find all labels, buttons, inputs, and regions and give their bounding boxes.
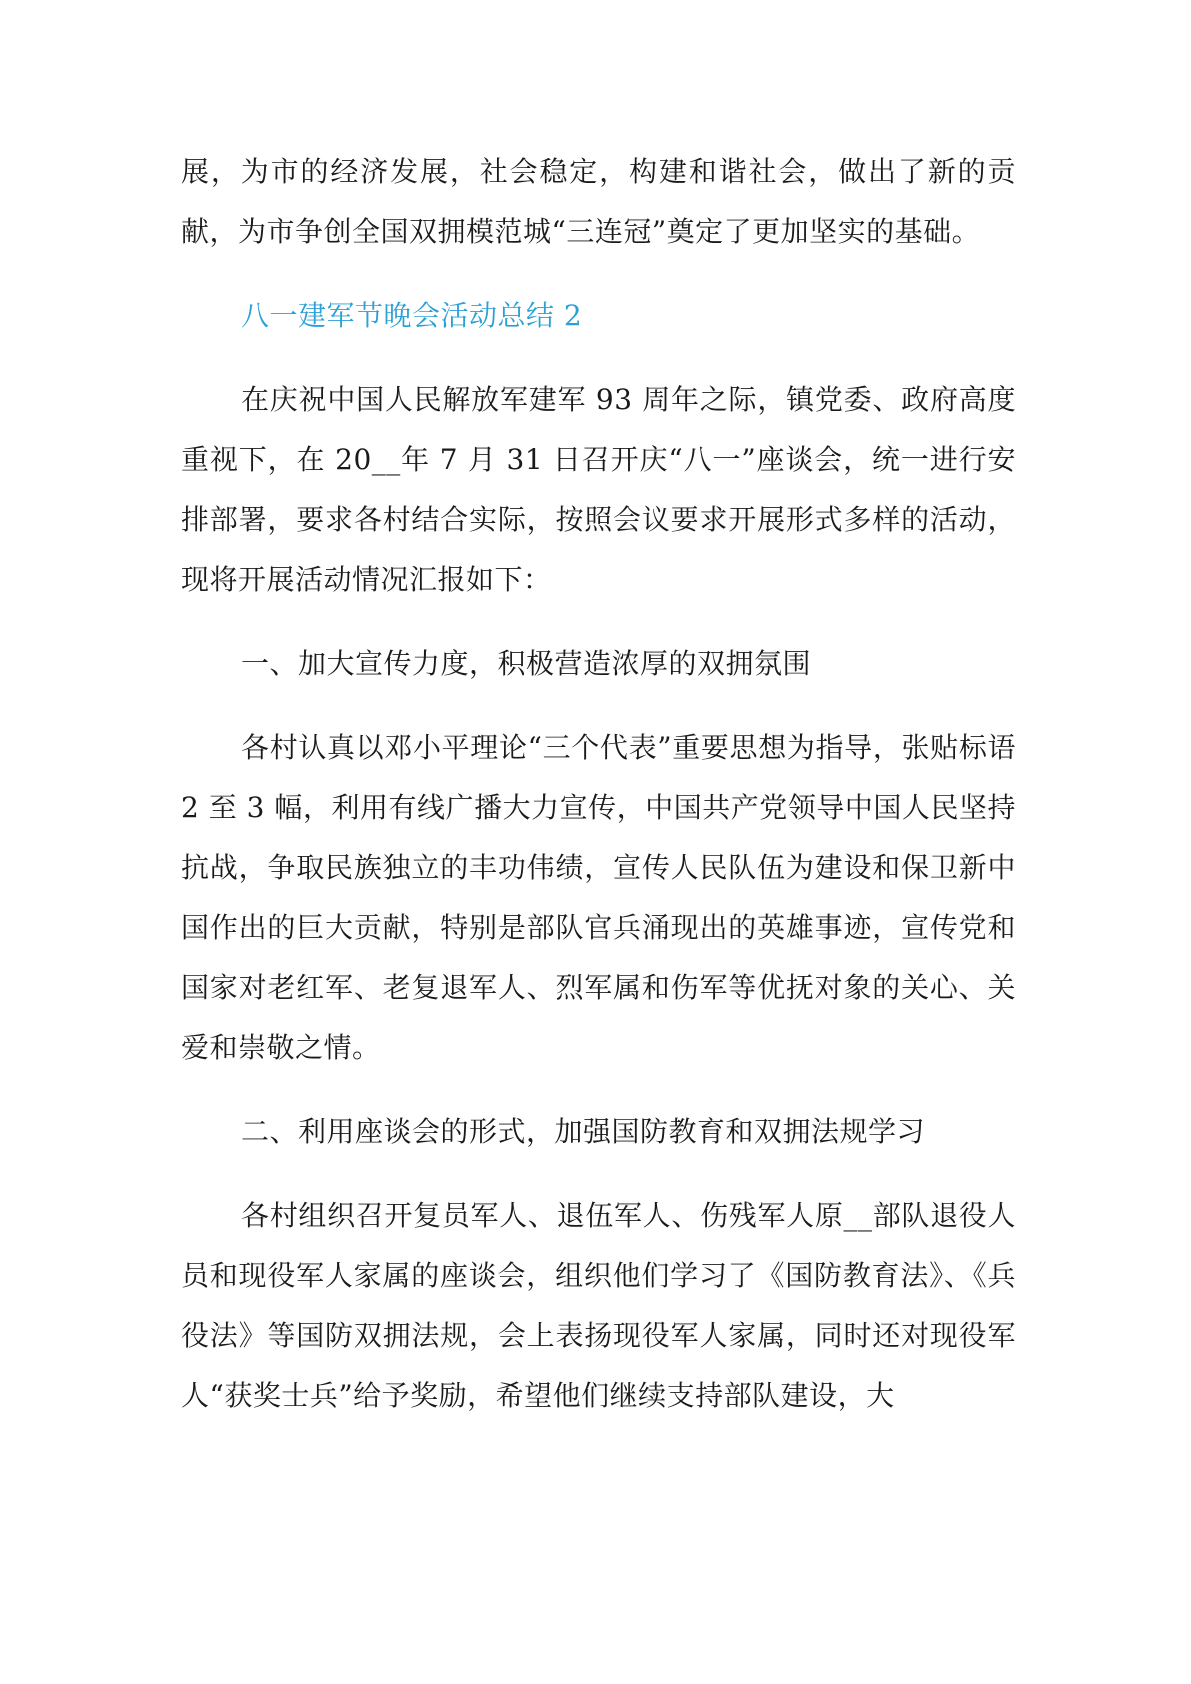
- section-1-body: 各村认真以邓小平理论“三个代表”重要思想为指导，张贴标语 2 至 3 幅，利用有线广播大力宣传，中国共产党领导中国人民坚持抗战，争取民族独立的丰功伟绩，宣传人民队伍为建设和保卫新中国作出的巨大贡献，特别是部队官兵涌现出的英雄事迹，宣传党和国家对老红军、老复退军人、烈军属和伤军等优抚对象的关心、关爱和崇敬之情。: [181, 731, 1016, 1064]
- continuation-paragraph: 展，为市的经济发展，社会稳定，构建和谐社会，做出了新的贡献，为市争创全国双拥模范城“三连冠”奠定了更加坚实的基础。: [181, 155, 1016, 248]
- section-1-title: 一、加大宣传力度，积极营造浓厚的双拥氛围: [241, 647, 812, 680]
- document-body: [181, 142, 1016, 1450]
- section-2-title: 二、利用座谈会的形式，加强国防教育和双拥法规学习: [241, 1115, 926, 1148]
- section-2-body: 各村组织召开复员军人、退伍军人、伤残军人原__部队退役人员和现役军人家属的座谈会，组织他们学习了《国防教育法》、《兵役法》等国防双拥法规，会上表扬现役军人家属，同时还对现役军人“获奖士兵”给予奖励，希望他们继续支持部队建设，大: [181, 1199, 1016, 1412]
- intro-paragraph: 在庆祝中国人民解放军建军 93 周年之际，镇党委、政府高度重视下，在 20__年 7 月 31 日召开庆“八一”座谈会，统一进行安排部署，要求各村结合实际，按照会议要求开展形式多样的活动，现将开展活动情况汇报如下：: [181, 383, 1016, 596]
- section-heading: 八一建军节晚会活动总结 2: [241, 299, 583, 332]
